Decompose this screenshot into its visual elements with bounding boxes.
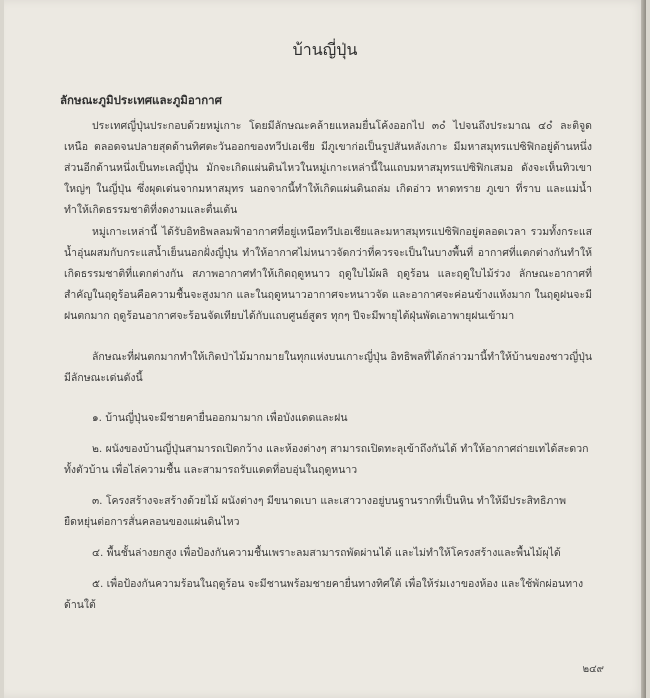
list-item: ๑. บ้านญี่ปุ่นจะมีชายคายื่นออกมามาก เพื่อบังแดดและฝน [92,412,348,424]
list-item: ๓. โครงสร้างจะสร้างด้วยไม้ ผนังต่างๆ มีขนาดเบา และเสาวางอยู่บนฐานรากที่เป็นหิน ทำให้มีประสิทธิภาพยืดหยุ่นต่อการสั่นคลอนของแผ่นดินไหว [64,495,567,528]
page-number: ๒๔๙ [582,664,604,675]
page-title: บ้านญี่ปุ่น [292,40,358,59]
paragraph-geography: ประเทศญี่ปุ่นประกอบด้วยหมู่เกาะ โดยมีลักษณะคล้ายแหลมยื่นโค้งออกไป ๓๐ํ ไปจนถึงประมาณ ๔๐ํ ละติจูดเหนือ ตลอดจนปลายสุดด้านทิศตะวันออกของทวีปเอเชีย มีภูเขาก่อเป็นรูปสันหลังเกาะ มีมหาสมุทรแปซิฟิกอยู่ด้านหนึ่ง ส่วนอีกด้านหนึ่งเป็นทะเลญี่ปุ่น มักจะเกิดแผ่นดินไหวในหมู่เกาะเหล่านี้ในแถบมหาสมุทรแปซิฟิกเสมอ ดังจะเห็นทิวเขาใหญ่ๆ ในญี่ปุ่น ซึ่งผุดเด่นจากมหาสมุทร นอกจากนี้ทำให้เกิดแผ่นดินถล่ม เกิดอ่าว หาดทราย ภูเขา ที่ราบ และแม่น้ำ ทำให้เกิดธรรมชาติที่งดงามและตื่นเต้น [64,120,592,216]
list-item: ๒. ผนังของบ้านญี่ปุ่นสามารถเปิดกว้าง และห้องต่างๆ สามารถเปิดทะลุเข้าถึงกันได้ ทำให้อากาศถ่ายเทได้สะดวกทั้งตัวบ้าน เพื่อไล่ความชื้น และสามารถรับแดดที่อบอุ่นในฤดูหนาว [64,443,589,476]
list-item: ๔. พื้นชั้นล่างยกสูง เพื่อป้องกันความชื้นเพราะลมสามารถพัดผ่านได้ และไม่ทำให้โครงสร้างและพื้นไม้ผุได้ [92,547,561,559]
document-page [4,0,646,698]
page-edge-shadow [641,0,646,698]
section-heading: ลักษณะภูมิประเทศและภูมิอากาศ [60,93,222,107]
list-item: ๕. เพื่อป้องกันความร้อนในฤดูร้อน จะมีชานพร้อมชายคายื่นทางทิศใต้ เพื่อให้ร่มเงาของห้อง และใช้พักผ่อนทางด้านใต้ [64,578,584,611]
paragraph-house-features-intro: ลักษณะที่ฝนตกมากทำให้เกิดป่าไม้มากมายในทุกแห่งบนเกาะญี่ปุ่น อิทธิพลที่ได้กล่าวมานี้ทำให้บ้านของชาวญี่ปุ่นมีลักษณะเด่นดังนี้ [64,351,592,384]
paragraph-climate: หมู่เกาะเหล่านี้ ได้รับอิทธิพลลมฟ้าอากาศที่อยู่เหนือทวีปเอเชียและมหาสมุทรแปซิฟิกอยู่ตลอดเวลา รวมทั้งกระแสน้ำอุ่นผสมกับกระแสน้ำเย็นนอกฝั่งญี่ปุ่น ทำให้อากาศไม่หนาวจัดกว่าที่ควรจะเป็นในบางพื้นที่ อากาศที่แตกต่างกันทำให้เกิดธรรมชาติที่แตกต่างกัน สภาพอากาศทำให้เกิดฤดูหนาว ฤดูใบไม้ผลิ ฤดูร้อน และฤดูใบไม้ร่วง ลักษณะอากาศที่สำคัญในฤดูร้อนคือความชื้นจะสูงมาก และในฤดูหนาวอากาศจะหนาวจัด และอากาศจะค่อนข้างแห้งมาก ในฤดูฝนจะมีฝนตกมาก ฤดูร้อนอากาศจะร้อนจัดเทียบได้กับแถบศูนย์สูตร ทุกๆ ปีจะมีพายุไต้ฝุ่นพัดเอาพายุฝนเข้ามา [64,226,592,322]
